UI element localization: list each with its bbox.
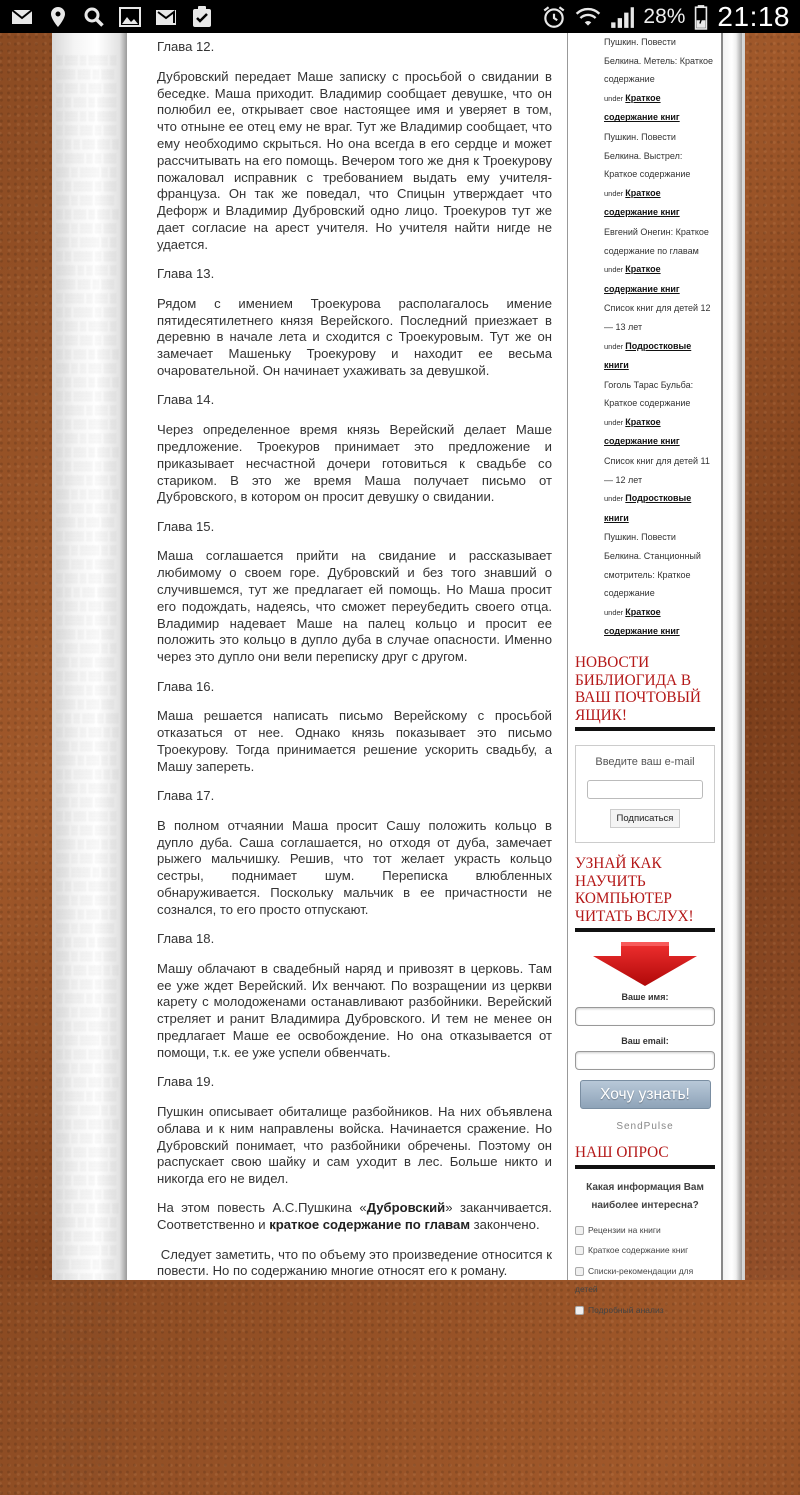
poll-checkbox[interactable] bbox=[575, 1226, 584, 1235]
under-prefix: under bbox=[604, 265, 624, 275]
article-content bbox=[127, 33, 567, 1280]
post-title-line[interactable]: — 13 лет bbox=[604, 321, 643, 332]
sidebar-post-item[interactable] bbox=[604, 452, 715, 528]
sidebar-post-item[interactable] bbox=[604, 223, 715, 299]
poll-option-label: Рецензии на книги bbox=[588, 1224, 661, 1235]
article-body bbox=[157, 39, 552, 1188]
post-title-line[interactable]: Пушкин. Повести bbox=[604, 37, 676, 47]
post-category bbox=[604, 89, 715, 128]
category-link[interactable]: Краткое содержание книг bbox=[604, 606, 680, 637]
gallery-icon bbox=[118, 5, 142, 29]
post-title-line[interactable]: Евгений Онегин: Краткое bbox=[604, 226, 709, 237]
want-to-know-button[interactable]: Хочу узнать! bbox=[580, 1080, 711, 1109]
book-page-edge-shadow bbox=[736, 33, 742, 1280]
signal-icon bbox=[609, 4, 635, 30]
poll-option-label: Списки-рекомендации для детей bbox=[575, 1265, 694, 1295]
closing-text-1: На этом повесть А.С.Пушкина « bbox=[157, 1200, 367, 1216]
email-input[interactable] bbox=[575, 1051, 715, 1070]
sidebar-post-item[interactable] bbox=[604, 376, 715, 452]
post-title-line[interactable]: Краткое содержание bbox=[604, 398, 691, 409]
post-category bbox=[604, 184, 715, 223]
under-prefix: under bbox=[604, 494, 624, 504]
category-link[interactable]: Подростковые книги bbox=[604, 340, 692, 371]
chapter-heading: Глава 15. bbox=[157, 518, 215, 534]
chapter-summary: В полном отчаянии Маша просит Сашу положить кольцо в дупло дуба. Саша соглашается, но отходя от дуба, замечает рыжего мальчишку. Решив, что тот желает украсть кольцо сестры, поднимает шум. Переписка влюбленных обнаруживается. Поскольку мальчик в ее причастности не сознался, то его просто отпускают. bbox=[157, 817, 552, 917]
poll-checkbox[interactable] bbox=[575, 1246, 584, 1255]
chapter-summary: Маша соглашается прийти на свидание и рассказывает любимому о своем горе. Дубровский и без того знавший о случившемся, тут же предлагает ей помощь. Но Маша просит его подождать, надеясь, что сможет переубедить своего отца. Владимир надевает Маше на палец кольцо и просит ее положить это кольцо в дупло дуба в случае опасности. Именно через это дупло они вели переписку друг с другом. bbox=[157, 548, 552, 665]
newsletter-email-input[interactable] bbox=[587, 780, 703, 799]
name-label: Ваше имя: bbox=[621, 992, 669, 1002]
sendpulse-logo[interactable]: SendPulse bbox=[616, 1121, 674, 1132]
chapter-summary: Машу облачают в свадебный наряд и привозят в церковь. Там ее уже ждет Верейский. Их венчают. По возращении из церкви карету с молодоженами останавливают разбойники. Верейский стреляет и ранит Владимира Дубровского. И тем не менее он предлагает Маше ее освобождение. Но она отказывается от помощи, т.к. ее уже успели обвенчать. bbox=[157, 960, 552, 1060]
dubrovsky-link[interactable]: Дубровский bbox=[366, 1200, 446, 1216]
under-prefix: under bbox=[604, 93, 624, 103]
post-title-line[interactable]: содержание по главам bbox=[604, 245, 699, 256]
post-title-line[interactable]: Белкина. Метель: Краткое bbox=[604, 55, 714, 66]
search-icon bbox=[82, 5, 106, 29]
clock: 21:18 bbox=[717, 0, 790, 32]
name-input[interactable] bbox=[575, 1007, 715, 1026]
chapter-heading: Глава 13. bbox=[157, 266, 215, 282]
battery-percent: 28% bbox=[643, 4, 686, 28]
post-category bbox=[604, 337, 715, 376]
chapter-heading: Глава 14. bbox=[157, 392, 215, 408]
category-link[interactable]: Краткое содержание книг bbox=[604, 187, 680, 218]
poll-option[interactable] bbox=[575, 1262, 715, 1299]
subscribe-button[interactable]: Подписаться bbox=[610, 809, 681, 828]
location-icon bbox=[46, 5, 70, 29]
post-category bbox=[604, 260, 715, 299]
closing-text-2: » заканчивается. Соответственно и bbox=[157, 1200, 552, 1233]
post-category bbox=[604, 413, 715, 452]
chapter-summary: Рядом с имением Троекурова располагалось имение пятидесятилетнего князя Верейского. Последний приезжает в деревню в начале лета и сходится с Троекуровым. Тут же он замечает Машеньку Троекурову и находит ее весьма очаровательной. Он начинает ухаживать за девушкой. bbox=[157, 295, 552, 379]
sidebar-post-item[interactable] bbox=[604, 299, 715, 375]
sidebar-post-item[interactable] bbox=[604, 528, 715, 642]
battery-icon bbox=[693, 4, 709, 30]
under-prefix: under bbox=[604, 341, 624, 351]
newsletter-box bbox=[575, 745, 715, 843]
final-paragraph: Следует заметить, что по объему это произведение относится к повести. Но по содержанию многие относят его к роману. bbox=[157, 1246, 556, 1279]
poll-option[interactable] bbox=[575, 1301, 715, 1320]
gmail-icon bbox=[154, 5, 178, 29]
clipboard-check-icon bbox=[190, 5, 214, 29]
post-category bbox=[604, 489, 715, 528]
poll-question: Какая информация Вам наиболее интересна? bbox=[586, 1181, 704, 1211]
post-title-line[interactable]: Список книг для детей 11 bbox=[604, 456, 710, 467]
poll-checkbox[interactable] bbox=[575, 1306, 584, 1315]
post-title-line[interactable]: содержание bbox=[604, 74, 655, 85]
under-prefix: under bbox=[604, 417, 624, 427]
under-prefix: under bbox=[604, 607, 624, 617]
poll-checkbox[interactable] bbox=[575, 1267, 584, 1276]
chapter-summary: Через определенное время князь Верейский делает Маше предложение. Троекуров принимает это предложение и приказывает несчастной дочери готовиться к свадьбе со стариком. В это же время Маша получает письмо от Дубровского, в котором он просит девушку о свидании. bbox=[157, 422, 552, 505]
sidebar bbox=[568, 33, 721, 1315]
post-title-line[interactable]: Белкина. Станционный bbox=[604, 551, 701, 562]
poll-heading: НАШ ОПРОС bbox=[575, 1144, 715, 1169]
chapter-heading: Глава 19. bbox=[157, 1074, 215, 1090]
post-title-line[interactable]: Краткое содержание bbox=[604, 169, 691, 180]
book-page-edge bbox=[52, 33, 127, 1493]
category-link[interactable]: Краткое содержание книг bbox=[604, 416, 680, 447]
notification-icons bbox=[10, 5, 214, 29]
ghost-text-decoration: ░ ░░ ░ ░░░ ░ ░░░ ░░ ░ ░░░ ░░ ░ ░░ ░░░ ░ ░░ ░ ░░░ ░ ░░ ░ ░ ░░░ ░ ░░ ░░ ░ ░░░ ░ ░ ░░ ░░ ░ ░ ░░░ ░ ░ ░░ ░░ ░ ░░░ ░ ░░ ░ ░░░ ░ ░░ ░░ ░ ░░ ░░░ ░ ░ ░░ ░ ░░ ░░░ ░ ░░ ░ ░░ ░░ ░ ░░░ ░ ░░ ░ ░░░ ░ ░░ ░░░ ░ ░ ░░ ░ ░░░ ░░ ░ ░░ ░ ░░░ ░ ░░ ░░ ░ ░░░ ░ ░░ ░ ░░ ░ ░░░ ░ ░ ░░ ░░ ░ ░░░ ░ ░░ ░ ░░ ░░░ ░ ░ ░░ ░░░ ░ ░░ ░ ░░ ░░ ░ ░░░ ░ ░░ ░ ░░░ ░ ░░ ░░ ░ ░░ ░░░ ░ ░ ░░ ░ ░░ ░░░ ░ ░░ ░ ░░ ░░ ░ ░░░ ░ ░░ ░ ░░░ ░ ░░ ░░░ ░ ░ ░░ ░ ░░░ ░░ ░ ░░ ░ ░░░ ░ ░░ ░░ ░ ░░░ ░ ░░ ░ ░░ ░ ░░░ ░ ░ ░░ ░░ ░ ░░░ ░ ░░ ░ ░░ ░░░ ░ ░ ░░ ░░░ ░ ░░ ░ ░░ ░░ ░ ░░░ ░ ░░ ░ ░░░ ░ ░░ ░░ ░ ░░ ░░░ ░ ░ ░░ ░ ░░ ░░░ ░ ░░ ░ ░░ ░░ ░ ░░░ ░ ░░ ░ ░░░ ░ ░░ ░░░ ░ ░ ░░ ░ ░░░ ░░ ░ ░░ ░ ░░░ ░ ░░ ░░ ░ ░░░ ░ ░░ ░ ░░ ░ ░░░ ░ ░ ░░ ░░ ░ ░░░ ░ ░░ ░ ░░ ░░░ ░ ░ ░░ ░░░ ░ ░░ ░ ░░ ░░ ░ ░░░ ░ ░░ ░ ░░░ ░ ░░ ░░ ░ ░░ ░░░ ░ ░ ░░ ░ ░░ ░░░ ░ ░░ ░ ░░ ░░ ░ ░░░ ░ ░░ ░ ░░░ ░ ░░ ░░░ ░ ░ ░░ ░ ░░░ ░░ ░ ░░ ░ ░░░ ░ ░░ ░░ ░ ░░░ ░ ░░ ░ ░░ ░ ░░░ ░ ░ ░░ ░░ ░ ░░░ ░ ░░ ░ ░░ ░░░ ░ ░ ░░ ░░░ ░ ░░ ░ ░░ ░░ ░ ░░░ ░ ░░ ░ ░░░ ░ ░░ ░░ ░ ░░ ░░░ ░ ░ ░░ ░ ░░ ░░░ ░ ░░ ░ ░░ ░░ ░ ░░░ ░ ░░ ░ ░░░ ░ ░░ ░░░ ░ ░ ░░ ░ ░░░ ░░ ░ ░░ ░ ░░░ ░ ░░ ░░ ░ ░░░ ░ ░░ ░ ░░ ░ ░░░ ░ ░ ░░ ░░ ░ ░░░ ░ ░░ ░ ░░ ░░░ ░ ░ ░░ ░░░ ░ ░░ ░ ░░ ░░ ░ ░░░ ░ ░░ ░ ░░░ ░ ░░ ░░ ░ ░░ ░░░ ░ ░ ░░ ░ ░░ ░░░ ░ ░░ ░ ░░ ░░ ░ ░░░ ░ ░░ ░ ░░░ ░ ░░ ░░░ ░ ░ ░░ ░ ░░░ ░░ ░ ░░ ░ ░░░ ░ ░░ ░░ ░ ░░░ ░ ░░ ░ ░░ ░ ░░░ ░ ░ ░░ ░░ ░ ░░░ ░ ░░ ░ ░░ ░░░ ░ ░ ░░ ░░░ bbox=[56, 55, 119, 1493]
post-title-line[interactable]: — 12 лет bbox=[604, 474, 643, 485]
post-title-line[interactable]: Пушкин. Повести bbox=[604, 131, 676, 142]
chapter-heading: Глава 16. bbox=[157, 678, 215, 694]
recent-posts-list bbox=[575, 33, 715, 642]
chapter-heading: Глава 12. bbox=[157, 39, 215, 54]
poll-option-label: Подробный анализ bbox=[588, 1304, 664, 1315]
post-title-line[interactable]: содержание bbox=[604, 588, 655, 599]
system-status bbox=[541, 1, 790, 33]
chapter-summary: Дубровский передает Маше записку с просьбой о свидании в беседке. Маша приходит. Владимир сообщает девушке, что он полюбил ее, открывает свое настоящее имя и уверяет в том, что отныне ее отец ему не враг. Тут же Владимир сообщает, что ему необходимо скрыться. Но она всегда в его сердце и может рассчитывать на его помощь. Вечером того же дня к Троекурову пожаловал исправник с требованием выдать ему учителя-француза. Он так же поведал, что Спицын утверждает что Дефорж и Владимир Дубровский одно лицо. Троекуров тут же дает согласие на арест учителя. Но учителя найти нигде не удается. bbox=[157, 68, 552, 252]
wifi-icon bbox=[575, 4, 601, 30]
status-bar bbox=[0, 0, 800, 33]
arrow-down-icon bbox=[575, 942, 715, 988]
learn-heading: УЗНАЙ КАК НАУЧИТЬ КОМПЬЮТЕР ЧИТАТЬ ВСЛУХ! bbox=[575, 855, 715, 932]
poll-option-label: Краткое содержание книг bbox=[588, 1245, 689, 1256]
post-category bbox=[604, 603, 715, 642]
post-title-line[interactable]: Гоголь Тарас Бульба: bbox=[604, 379, 694, 390]
chapter-summary: Маша решается написать письмо Верейскому с просьбой отказаться от нее. Однако князь показывает это письмо Троекурову. Тогда принимается решение ускорить свадьбу, а Машу запереть. bbox=[157, 708, 552, 774]
post-title-line[interactable]: Пушкин. Повести bbox=[604, 532, 676, 543]
summary-by-chapters-link[interactable]: краткое содержание по главам bbox=[269, 1217, 471, 1233]
post-title-line[interactable]: смотритель: Краткое bbox=[604, 569, 691, 580]
poll-options bbox=[575, 1221, 715, 1320]
category-link[interactable]: Краткое содержание книг bbox=[604, 264, 680, 294]
chapter-heading: Глава 18. bbox=[157, 931, 215, 947]
sidebar-post-item[interactable] bbox=[604, 33, 715, 128]
chapter-summary: Пушкин описывает обиталище разбойников. На них объявлена облава и к ним направлены войска. Начинается сражение. Но Дубровский понимает, что разбойники обречены. Поэтому он распускает свою шайку и сам уходит в лес. Больше никто и никогда его не видел. bbox=[157, 1103, 552, 1187]
under-prefix: under bbox=[604, 188, 624, 198]
poll-option[interactable] bbox=[575, 1221, 715, 1240]
closing-text-3: закончено. bbox=[470, 1217, 540, 1233]
category-link[interactable]: Краткое содержание книг bbox=[604, 92, 680, 123]
post-title-line[interactable]: Список книг для детей 12 bbox=[604, 303, 711, 314]
newsletter-heading: НОВОСТИ БИБЛИОГИДА В ВАШ ПОЧТОВЫЙ ЯЩИК! bbox=[575, 654, 715, 731]
sidebar-post-item[interactable] bbox=[604, 128, 715, 223]
email-label: Введите ваш e-mail bbox=[595, 756, 695, 768]
closing-paragraph bbox=[157, 1200, 552, 1234]
mail-icon bbox=[10, 5, 34, 29]
post-title-line[interactable]: Белкина. Выстрел: bbox=[604, 150, 683, 161]
chapter-heading: Глава 17. bbox=[157, 787, 215, 803]
alarm-icon bbox=[541, 4, 567, 30]
email-label-2: Ваш email: bbox=[621, 1036, 669, 1046]
poll-option[interactable] bbox=[575, 1241, 715, 1260]
category-link[interactable]: Подростковые книги bbox=[604, 493, 692, 523]
